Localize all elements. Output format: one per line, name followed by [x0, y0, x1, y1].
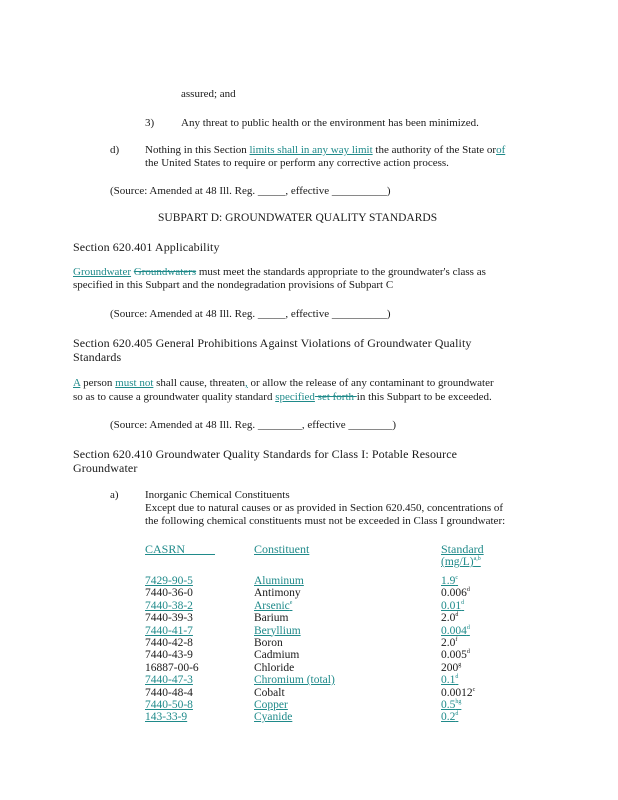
- cell-standard: 2.0$^f$: [441, 636, 458, 649]
- insertion-A: A: [73, 377, 81, 389]
- cell-standard: 0.004$^d$: [441, 624, 470, 637]
- d-text-b: the authority of the State or: [372, 144, 497, 156]
- cell-casrn: 7440-48-4: [145, 686, 193, 699]
- header-standard: Standard: [441, 542, 484, 556]
- item-3-text: Any threat to public health or the environment has been minimized.: [181, 117, 479, 129]
- section-405-a3: or allow the release of any contaminant to groundwater: [247, 377, 494, 389]
- cell-constituent: Boron: [254, 636, 283, 649]
- cell-standard: 0.5$^{hg}$: [441, 698, 462, 711]
- cell-casrn: 7440-38-2: [145, 599, 193, 612]
- cell-standard: 200$^g$: [441, 661, 462, 674]
- cell-casrn: 7440-42-8: [145, 636, 193, 649]
- insertion-groundwater: Groundwater: [73, 266, 132, 278]
- item-d-line1: [145, 144, 505, 157]
- cell-casrn: 7440-36-0: [145, 587, 193, 600]
- cell-constituent: Copper: [254, 698, 288, 711]
- cell-constituent: Antimony: [254, 587, 301, 600]
- d-text-a: Nothing in this Section: [145, 144, 250, 156]
- cell-constituent: Barium: [254, 612, 289, 625]
- constituent-table: [145, 543, 545, 724]
- text-assured: assured; and: [181, 88, 236, 100]
- insertion-must-not: must not: [115, 377, 154, 389]
- item-a-number: a): [110, 489, 119, 501]
- d-insertion-limits: limits shall in any way limit: [249, 144, 373, 156]
- section-405-l2b: in this Subpart to be exceeded.: [356, 391, 492, 403]
- table-row: [145, 575, 545, 587]
- table-row: [145, 600, 545, 612]
- section-401-rest: must meet the standards appropriate to the groundwater's class as: [196, 266, 486, 278]
- cell-casrn: 7440-39-3: [145, 612, 193, 625]
- section-405-title-line1: Section 620.405 General Prohibitions Against Violations of Groundwater Quality: [73, 336, 472, 350]
- cell-casrn: 16887-00-6: [145, 661, 199, 674]
- cell-casrn: 7440-50-8: [145, 698, 193, 711]
- section-410-title-line1: Section 620.410 Groundwater Quality Standards for Class I: Potable Resource: [73, 447, 458, 461]
- cell-constituent: Chromium (total): [254, 674, 335, 687]
- section-405-a1: person: [80, 377, 116, 389]
- item-d-number: d): [110, 144, 120, 156]
- table-row: [145, 637, 545, 649]
- cell-standard: 2.0$^d$: [441, 612, 459, 625]
- subpart-heading: SUBPART D: GROUNDWATER QUALITY STANDARDS: [158, 212, 438, 224]
- header-constituent: Constituent: [254, 542, 310, 556]
- section-401-line1: [73, 266, 486, 279]
- table-row: [145, 625, 545, 637]
- cell-standard: 1.9$^c$: [441, 575, 459, 587]
- table-row: [145, 587, 545, 599]
- section-405-l2a: so as to cause a groundwater quality standard: [73, 391, 276, 403]
- cell-standard: 0.2$^d$: [441, 711, 459, 724]
- cell-constituent: Aluminum: [254, 575, 304, 587]
- cell-standard: 0.1$^d$: [441, 674, 459, 687]
- section-405-line1: [73, 377, 494, 390]
- cell-casrn: 143-33-9: [145, 711, 188, 724]
- cell-constituent: Arsenic$^e$: [254, 599, 293, 612]
- item-a-line2: the following chemical constituents must not be exceeded in Class I groundwater:: [145, 515, 506, 527]
- source-note-2: (Source: Amended at 48 Ill. Reg. _____, effective __________): [110, 308, 391, 320]
- cell-casrn: 7440-47-3: [145, 674, 193, 687]
- item-d-line2: the United States to require or perform any corrective action process.: [145, 157, 449, 169]
- table-header-units-row: [145, 556, 545, 575]
- cell-standard: 0.006$^d$: [441, 587, 470, 600]
- source-note-3: (Source: Amended at 48 Ill. Reg. ________, effective ________): [110, 419, 397, 431]
- table-row: [145, 649, 545, 661]
- cell-casrn: 7440-41-7: [145, 624, 193, 637]
- table-body: [145, 575, 545, 724]
- deletion-groundwaters: Groundwaters: [133, 266, 197, 278]
- table-row: [145, 699, 545, 711]
- header-units: $(mg/L)^{a,b}$: [441, 556, 481, 568]
- table-row: [145, 662, 545, 674]
- item-a-line1: Except due to natural causes or as provided in Section 620.450, concentrations of: [145, 502, 504, 514]
- section-405-title-line2: Standards: [73, 350, 122, 364]
- cell-casrn: 7440-43-9: [145, 649, 193, 662]
- section-405-line2: [73, 391, 492, 404]
- table-row: [145, 612, 545, 624]
- deletion-set-forth: set forth: [314, 391, 357, 403]
- section-401-line2: specified in this Subpart and the nondegradation provisions of Subpart C: [73, 279, 394, 291]
- cell-standard: 0.01$^d$: [441, 599, 465, 612]
- table-header-row: [145, 543, 545, 556]
- item-a-title: Inorganic Chemical Constituents: [145, 489, 290, 501]
- cell-constituent: Beryllium: [254, 624, 301, 637]
- section-405-a2: shall cause, threaten: [153, 377, 246, 389]
- cell-casrn: 7429-90-5: [145, 575, 193, 587]
- header-casrn: CASRN: [145, 542, 186, 556]
- cell-constituent: Cobalt: [254, 686, 285, 699]
- table-row: [145, 711, 545, 723]
- cell-constituent: Cadmium: [254, 649, 300, 662]
- item-3-number: 3): [145, 117, 155, 129]
- cell-constituent: Chloride: [254, 661, 295, 674]
- insertion-specified: specified: [275, 391, 315, 403]
- section-401-title: Section 620.401 Applicability: [73, 240, 220, 254]
- insertion-comma: ,: [245, 377, 248, 389]
- table-row: [145, 674, 545, 686]
- section-410-title-line2: Groundwater: [73, 461, 138, 475]
- cell-standard: 0.0012$^c$: [441, 686, 476, 699]
- cell-standard: 0.005$^d$: [441, 649, 470, 662]
- d-insertion-of: of: [496, 144, 506, 156]
- table-row: [145, 687, 545, 699]
- source-note-1: (Source: Amended at 48 Ill. Reg. _____, effective __________): [110, 185, 391, 197]
- cell-constituent: Cyanide: [254, 711, 293, 724]
